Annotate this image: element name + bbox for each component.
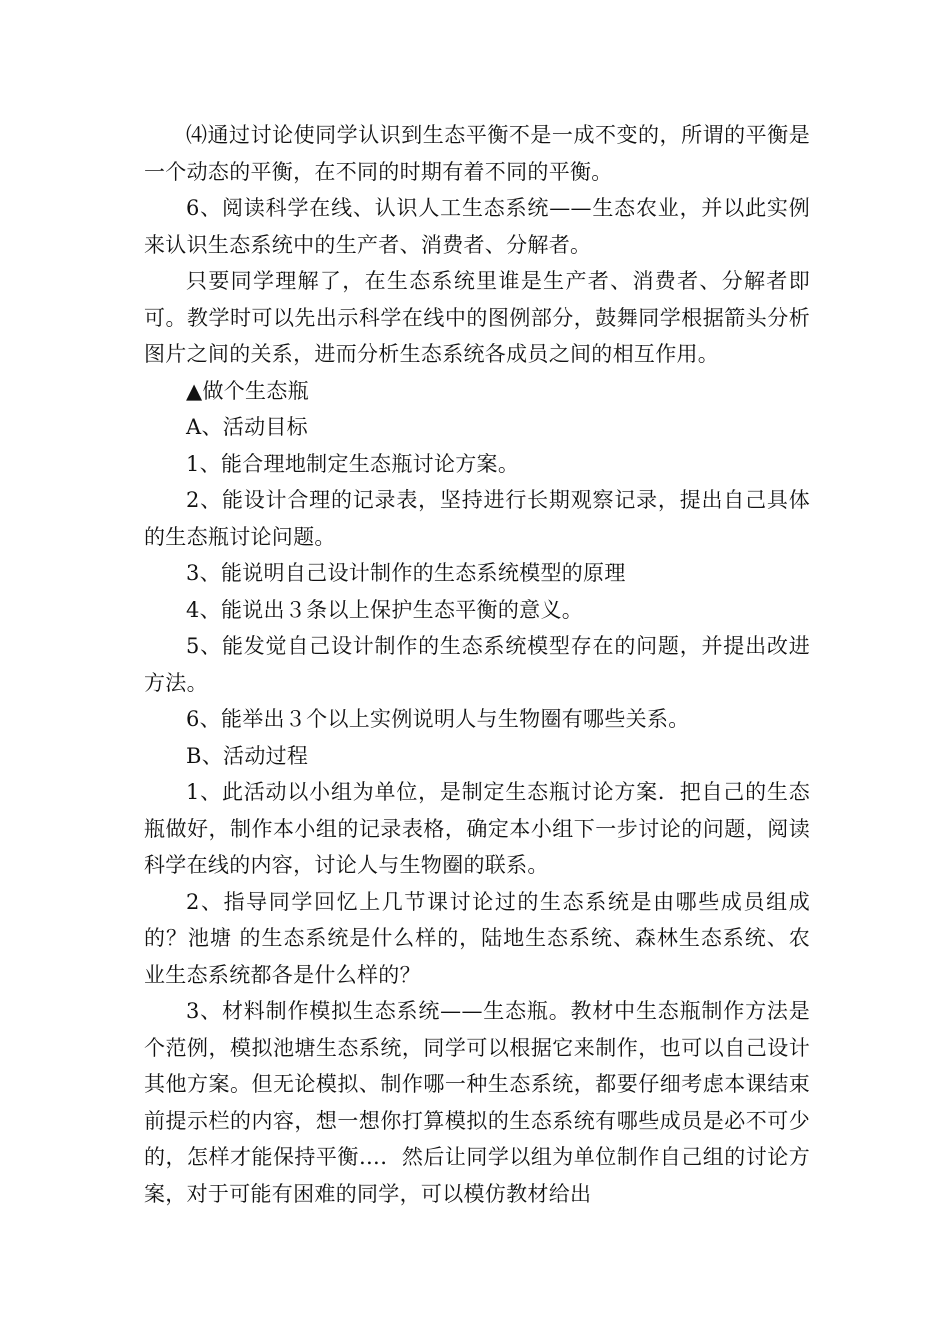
process-step-2: 2、指导同学回忆上几节课讨论过的生态系统是由哪些成员组成的？池塘 的生态系统是什么样的，陆地生态系统、森林生态系统、农业生态系统都各是什么样的？: [144, 889, 810, 987]
process-step-1: 1、此活动以小组为单位，是制定生态瓶讨论方案．把自己的生态瓶做好，制作本小组的记录表格，确定本小组下一步讨论的问题，阅读科学在线的内容，讨论人与生物圈的联系。: [144, 780, 810, 877]
paragraph-ecological-agriculture: 6、阅读科学在线、认识人工生态系统——生态农业，并以此实例来认识生态系统中的生产者、消费者、分解者。: [144, 196, 810, 257]
goal-item-6: 6、能举出３个以上实例说明人与生物圈有哪些关系。: [186, 707, 690, 731]
section-heading-ecobottle: ▲做个生态瓶: [186, 378, 309, 403]
goal-item-3: 3、能说明自己设计制作的生态系统模型的原理: [186, 561, 626, 585]
document-body: [144, 117, 810, 1212]
goal-item-5: 5、能发觉自己设计制作的生态系统模型存在的问题，并提出改进方法。: [144, 634, 810, 695]
subheading-activity-goals: A、活动目标: [186, 415, 308, 439]
goal-item-2: 2、能设计合理的记录表，坚持进行长期观察记录，提出自己具体的生态瓶讨论问题。: [144, 488, 810, 549]
paragraph-dynamic-balance: ⑷通过讨论使同学认识到生态平衡不是一成不变的，所谓的平衡是一个动态的平衡，在不同的时期有着不同的平衡。: [144, 123, 810, 184]
goal-item-4: 4、能说出３条以上保护生态平衡的意义。: [186, 597, 584, 622]
process-step-3: 3、材料制作模拟生态系统——生态瓶。教材中生态瓶制作方法是个范例，模拟池塘生态系统，同学可以根据它来制作，也可以自己设计其他方案。但无论模拟、制作哪一种生态系统，都要仔细考虑本课结束前提示栏的内容，想一想你打算模拟的生态系统有哪些成员是必不可少的，怎样才能保持平衡…．然后让同学以组为单位制作自己组的讨论方案，对于可能有困难的同学，可以模仿教材给出: [144, 999, 810, 1206]
subheading-activity-process: B、活动过程: [186, 743, 309, 768]
goal-item-1: 1、能合理地制定生态瓶讨论方案。: [186, 451, 520, 476]
paragraph-producers-consumers: 只要同学理解了，在生态系统里谁是生产者、消费者、分解者即可。教学时可以先出示科学在线中的图例部分，鼓舞同学根据箭头分析图片之间的关系，进而分析生态系统各成员之间的相互作用。: [144, 269, 810, 366]
